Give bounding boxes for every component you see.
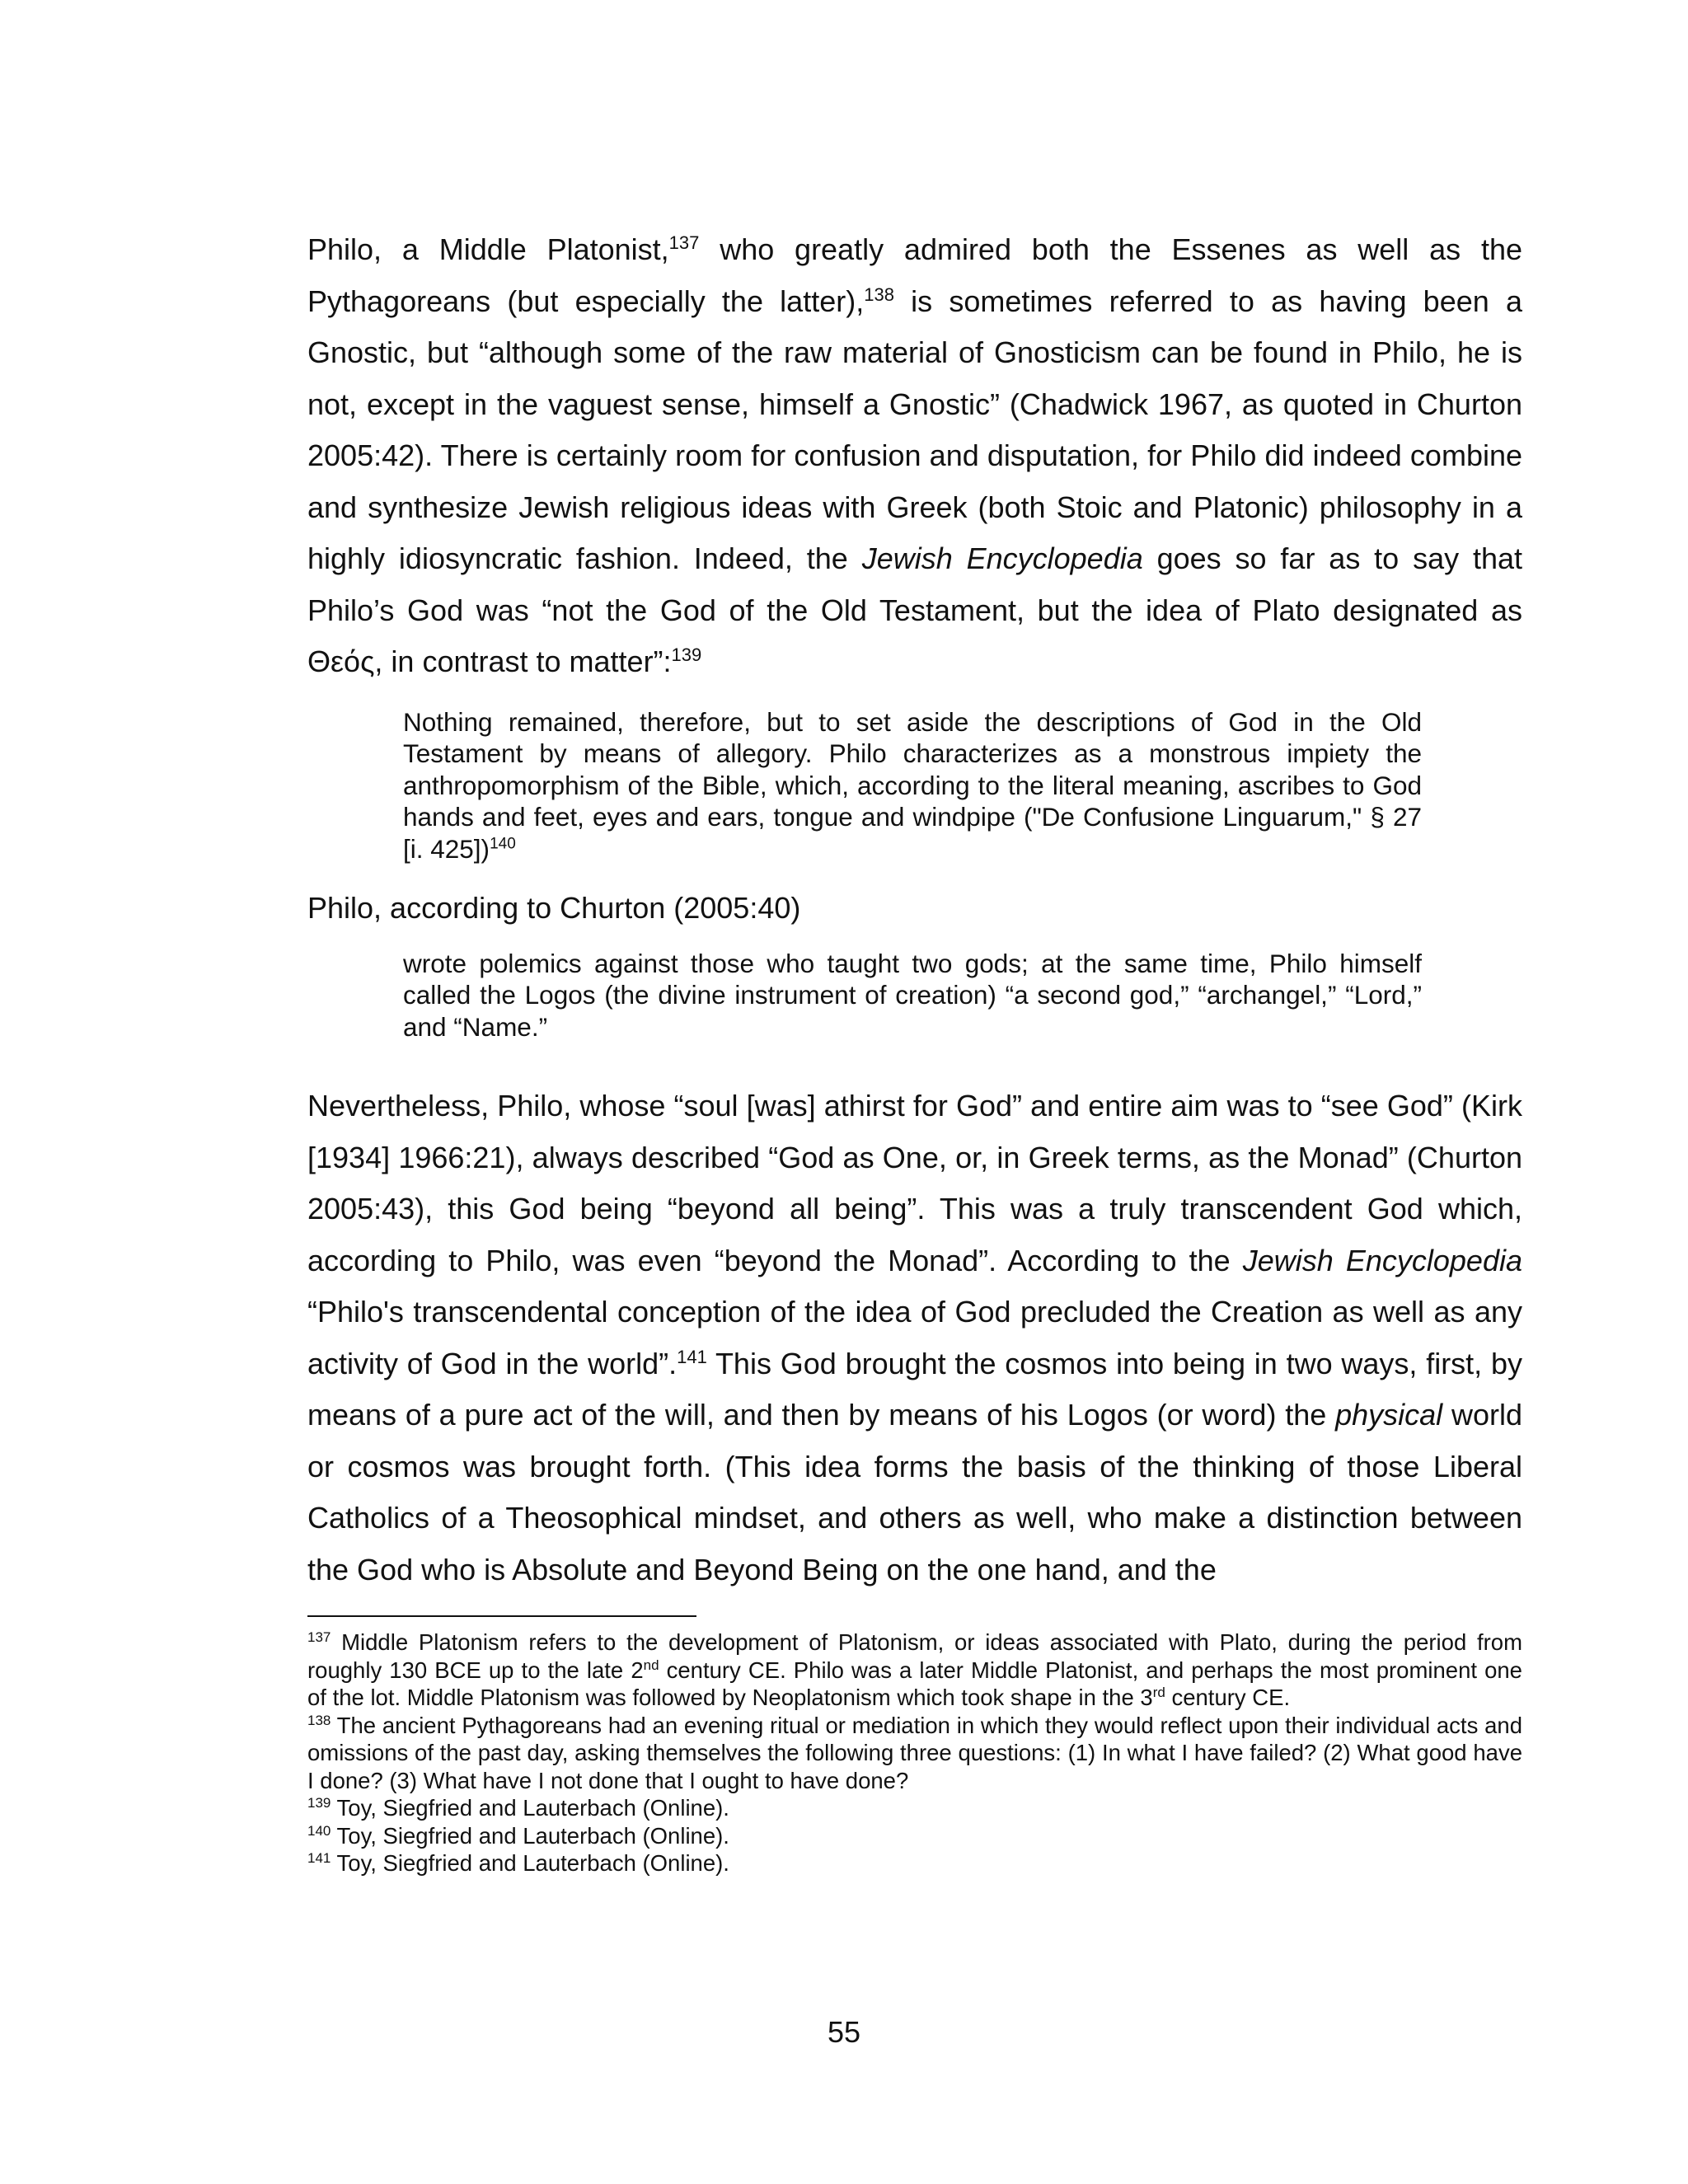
footnotes — [307, 1629, 1522, 1877]
footnote-ref-138[interactable]: 138 — [864, 284, 894, 305]
footnote-text: Middle Platonism refers to the development of Platonism, or ideas associated with Plato, during the period from roughly 130 BCE up to the late 2 — [307, 1629, 1522, 1683]
footnote-ref-141[interactable]: 141 — [677, 1346, 707, 1367]
footnote-141 — [307, 1849, 1522, 1877]
quote-text: wrote polemics against those who taught two gods; at the same time, Philo himself called the Logos (the divine instrument of creation) “a second god,” “archangel,” “Lord,” and “Name.” — [403, 948, 1422, 1042]
italic-title: Jewish Encyclopedia — [861, 541, 1143, 575]
text-run: Nevertheless, Philo, whose “soul [was] athirst for God” and entire aim was to “see God” (Kirk [1934] 1966:21), always described “God as One, or, in Greek terms, as the Monad” (Churton 2005:43), this God being “beyond all being”. This was a truly transcendent God which, according to Philo, was even “beyond the Monad”. According to the — [307, 1089, 1522, 1277]
footnote-number: 137 — [307, 1629, 331, 1645]
block-quote-1 — [307, 706, 1522, 865]
footnote-text: century CE. Philo was a later Middle Platonist, and perhaps the most prominent one of the lot. Middle Platonism was followed by Neoplatonism which took shape in the 3 — [307, 1657, 1522, 1710]
block-quote-2 — [307, 948, 1522, 1043]
ordinal-suffix: rd — [1152, 1684, 1165, 1700]
footnote-text: century CE. — [1165, 1685, 1291, 1710]
footnote-139 — [307, 1794, 1522, 1822]
page-number: 55 — [827, 2015, 861, 2049]
page-content — [307, 224, 1522, 1877]
footnote-number: 138 — [307, 1712, 331, 1728]
text-run: goes so far as to say that Philo’s God was “not the God of the Old Testament, but the idea of Plato designated as Θεός, in contrast to matter”: — [307, 541, 1522, 678]
footnote-140 — [307, 1822, 1522, 1850]
footnote-number: 141 — [307, 1849, 331, 1866]
text-run: This God brought the cosmos into being in two ways, first, by means of a pure act of the will, and then by means of his Logos (or word) the — [307, 1346, 1522, 1432]
footnote-text: Toy, Siegfried and Lauterbach (Online). — [331, 1850, 729, 1876]
text-run: Philo, a Middle Platonist, — [307, 232, 669, 266]
ordinal-suffix: nd — [643, 1657, 659, 1673]
footnote-ref-139[interactable]: 139 — [671, 644, 702, 665]
lead-in-line: Philo, according to Churton (2005:40) — [307, 891, 801, 925]
footnote-number: 139 — [307, 1794, 331, 1811]
footnote-137 — [307, 1629, 1522, 1712]
body-paragraph-2 — [307, 1080, 1522, 1596]
footnote-number: 140 — [307, 1822, 331, 1839]
text-run: is sometimes referred to as having been a Gnostic, but “although some of the raw material of Gnosticism can be found in Philo, he is not, except in the vaguest sense, himself a Gnostic” (Chadwick 1967, as quoted in Churton 2005:42). There is certainly room for confusion and disputation, for Philo did indeed combine and synthesize Jewish religious ideas with Greek (both Stoic and Platonic) philosophy in a highly idiosyncratic fashion. Indeed, the — [307, 284, 1523, 575]
body-paragraph-1 — [307, 224, 1522, 688]
footnote-ref-140[interactable]: 140 — [490, 835, 516, 852]
footnote-138 — [307, 1712, 1522, 1795]
footnote-ref-137[interactable]: 137 — [668, 232, 700, 253]
text-run: who greatly admired both the Essenes as well as the Pythagoreans (but especially the latter), — [307, 232, 1522, 318]
text-run: world or cosmos was brought forth. (This idea forms the basis of the thinking of those Liberal Catholics of a Theosophical mindset, and others as well, who make a distinction between the God who is Absolute and Beyond Being on the one hand, and the — [307, 1398, 1523, 1586]
footnote-text: Toy, Siegfried and Lauterbach (Online). — [331, 1795, 729, 1821]
italic-title: Jewish Encyclopedia — [1242, 1243, 1522, 1277]
footnote-text: The ancient Pythagoreans had an evening ritual or mediation in which they would reflect upon their individual acts and omissions of the past day, asking themselves the following three questions: (1) In what I have failed? (2) What good have I done? (3) What have I not done that I ought to have done? — [307, 1712, 1522, 1793]
quote-text: Nothing remained, therefore, but to set aside the descriptions of God in the Old Testament by means of allegory. Philo characterizes as a monstrous impiety the anthropomorphism of the Bible, which, according to the literal meaning, ascribes to God hands and feet, eyes and ears, tongue and windpipe ("De Confusione Linguarum," § 27 [i. 425]) — [403, 706, 1422, 864]
text-run: “Philo's transcendental conception of the idea of God precluded the Creation as well as any activity of God in the world”. — [307, 1295, 1522, 1380]
footnote-text: Toy, Siegfried and Lauterbach (Online). — [331, 1822, 729, 1849]
italic-word: physical — [1335, 1398, 1443, 1432]
